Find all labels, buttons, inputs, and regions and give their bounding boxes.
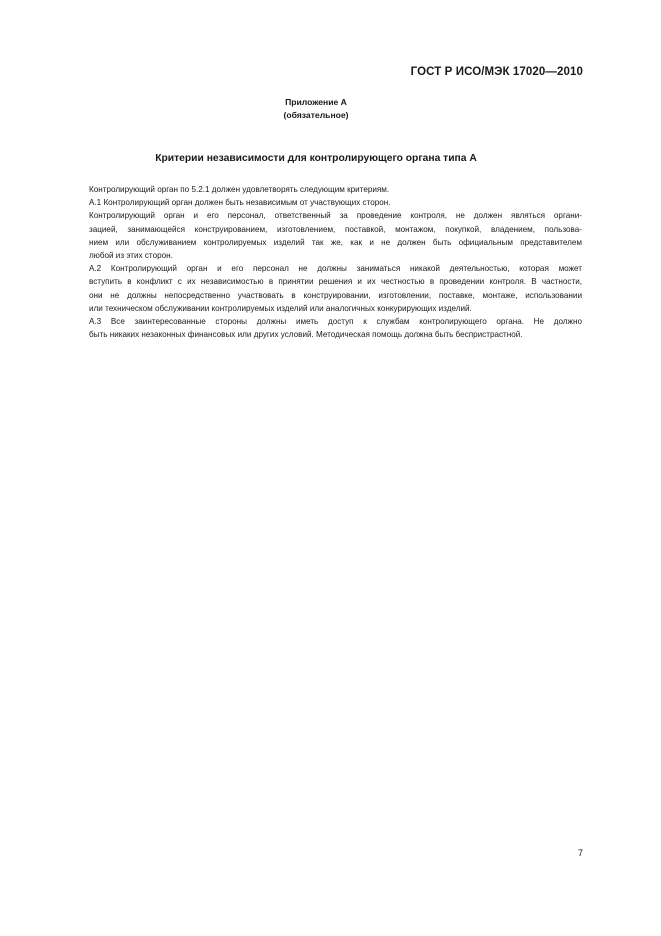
text-line: А.3 Все заинтересованные стороны должны иметь доступ к службам контролирующего органа. Не должно — [89, 317, 582, 327]
annex-body — [75, 183, 582, 341]
paragraph-a2 — [75, 262, 582, 315]
paragraph-a3 — [75, 315, 582, 341]
standard-number: ГОСТ Р ИСО/МЭК 17020—2010 — [410, 66, 583, 78]
text-line: нием или обслуживанием контролируемых изделий так же, как и не должен быть официальным представителем — [89, 237, 582, 247]
annex-heading — [0, 96, 632, 122]
text-line: Контролирующий орган по 5.2.1 должен удовлетворять следующим критериям. — [89, 185, 390, 194]
text-line: А.1 Контролирующий орган должен быть независимым от участвующих сторон. — [89, 198, 391, 208]
annex-label: Приложение А — [285, 97, 347, 107]
text-line: А.2 Контролирующий орган и его персонал не должны заниматься никакой деятельностью, которая может — [89, 264, 582, 274]
text-line: или техническом обслуживании контролируемых изделий или аналогичных конкурирующих изделий. — [89, 303, 472, 313]
text-line: Контролирующий орган и его персонал, ответственный за проведение контроля, не должен являться органи- — [89, 211, 582, 221]
text-line: зацией, занимающейся конструированием, изготовлением, поставкой, монтажом, покупкой, владением, пользова- — [89, 224, 582, 234]
text-line: быть никаких незаконных финансовых или других условий. Методическая помощь должна быть беспристрастной. — [89, 330, 523, 340]
paragraph-intro — [75, 183, 582, 196]
annex-status: (обязательное) — [283, 110, 349, 120]
text-line: они не должны непосредственно участвовать в конструировании, изготовлении, поставке, монтаже, использовании — [89, 290, 582, 300]
page-number: 7 — [577, 848, 583, 858]
text-line: вступить в конфликт с их независимостью в принятии решения и их честностью в проведении контроля. В частности, — [89, 277, 582, 287]
text-line: любой из этих сторон. — [89, 251, 173, 261]
annex-title: Критерии независимости для контролирующего органа типа А — [155, 153, 477, 164]
paragraph-a1 — [75, 196, 582, 209]
paragraph-staff — [75, 209, 582, 262]
